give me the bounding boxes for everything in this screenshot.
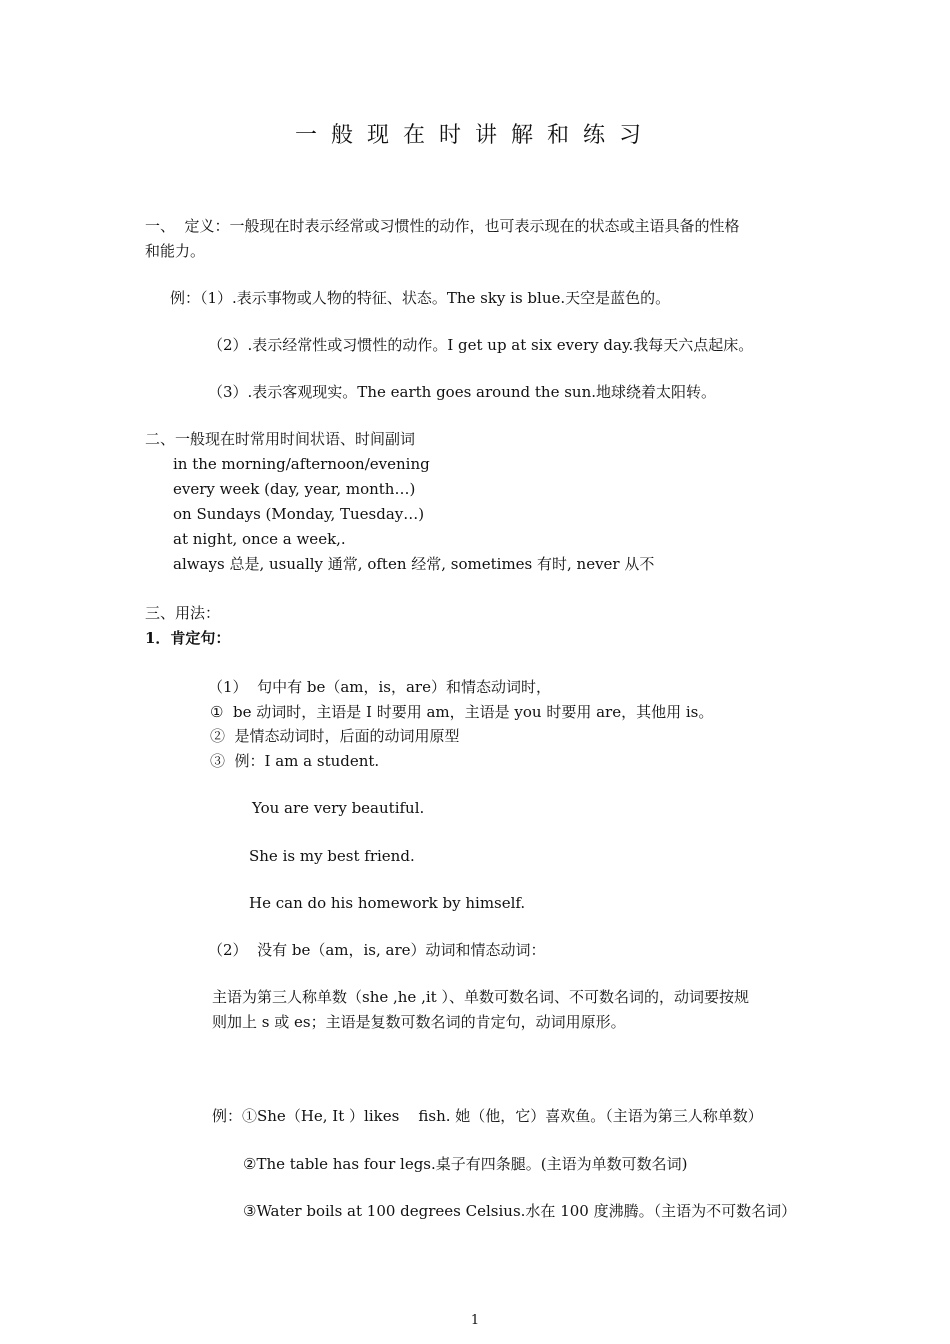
time-adverbial-item: at night, once a week,. [173,530,346,548]
case-2-example-1: 例：①She（He, It ）likes fish. 她（他，它）喜欢鱼。（主语为第三人称单数） [212,1107,763,1125]
section-3-heading: 三、用法： [145,604,221,622]
time-adverbial-item: every week (day, year, month…) [173,480,416,498]
rule-point-1: ① be 动词时，主语是 I 时要用 am，主语是 you 时要用 are，其他用 is。 [210,703,714,721]
example-sentence: He can do his homework by himself. [249,894,526,912]
case-2-rule-line-1: 主语为第三人称单数（she ,he ,it ）、单数可数名词、不可数名词的，动词要按规 [212,988,749,1006]
case-2-rule-line-2: 则加上 s 或 es；主语是复数可数名词的肯定句，动词用原形。 [212,1013,626,1031]
time-adverbial-item: always 总是, usually 通常, often 经常, sometimes 有时, never 从不 [173,555,655,573]
case-2-heading: （2） 没有 be（am，is, are）动词和情态动词： [208,941,546,959]
time-adverbial-item: in the morning/afternoon/evening [173,455,430,473]
rule-point-3: ③ 例：I am a student. [210,752,380,770]
case-2-example-3: ③Water boils at 100 degrees Celsius.水在 100 度沸腾。（主语为不可数名词） [243,1202,797,1220]
page-number: 1 [470,1313,480,1328]
example-sentence: She is my best friend. [249,847,415,865]
case-1-heading: （1） 句中有 be（am，is，are）和情态动词时， [208,678,551,696]
definition-example-3: （3）.表示客观现实。The earth goes around the sun.地球绕着太阳转。 [208,383,717,401]
example-sentence: You are very beautiful. [252,799,425,817]
page-title: 一般现在时讲解和练习 [294,123,655,148]
section-2-heading: 二、一般现在时常用时间状语、时间副词 [145,430,416,448]
affirmative-heading: 1．肯定句： [145,629,231,647]
definition-example-1: 例：（1）.表示事物或人物的特征、状态。The sky is blue.天空是蓝色的。 [170,289,671,307]
time-adverbial-item: on Sundays (Monday, Tuesday…) [173,505,425,523]
case-2-example-2: ②The table has four legs.桌子有四条腿。(主语为单数可数名词) [243,1155,688,1173]
definition-example-2: （2）.表示经常性或习惯性的动作。I get up at six every day.我每天六点起床。 [208,336,754,354]
rule-point-2: ② 是情态动词时，后面的动词用原型 [210,727,460,745]
definition-line-2: 和能力。 [145,242,206,260]
definition-line-1: 一、 定义：一般现在时表示经常或习惯性的动作，也可表示现在的状态或主语具备的性格 [145,217,740,235]
